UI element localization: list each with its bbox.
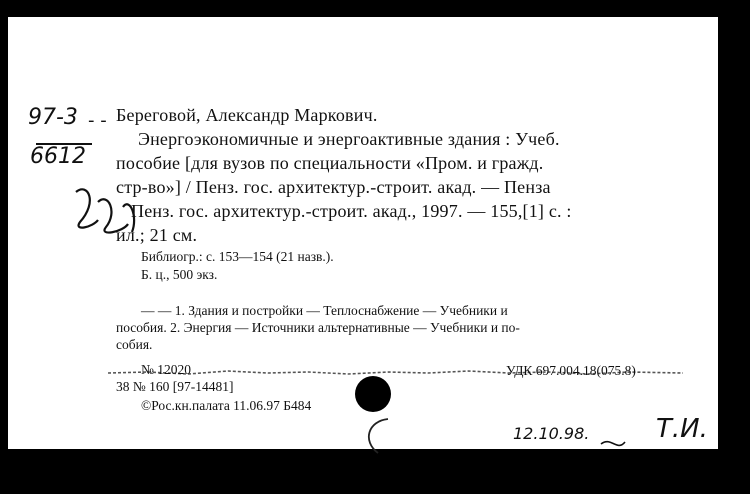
title-line-5: ил.; 21 см. — [116, 225, 198, 245]
catalog-card — [8, 17, 718, 449]
handwritten-initials: Т.И. — [656, 414, 708, 444]
udc-code: УДК 697.004.18(075.8) — [506, 363, 636, 378]
punch-hole — [355, 376, 391, 412]
series-line: 38 № 160 [97-14481] — [116, 379, 234, 394]
subject-line-1: — — 1. Здания и постройки — Теплоснабжение — Учебники и — [141, 303, 508, 318]
record-number: № 12020 — [141, 362, 192, 377]
subject-line-3: собия. — [116, 337, 153, 352]
book-chamber-line: ©Рос.кн.палата 11.06.97 Б484 — [141, 398, 312, 413]
handwritten-date: 12.10.98. — [513, 424, 590, 443]
title-line-2: пособие [для вузов по специальности «Пром. и гражд. — [116, 153, 544, 173]
subject-line-2: пособия. 2. Энергия — Источники альтернативные — Учебники и по- — [116, 320, 520, 335]
author-heading: Береговой, Александр Маркович. — [116, 105, 378, 125]
handwritten-code-bottom: 6612 — [30, 144, 86, 169]
bibliography-note: Библиогр.: с. 153—154 (21 назв.). — [141, 249, 334, 264]
scan-arc-mark — [358, 415, 398, 455]
handwritten-dashes: - - — [88, 110, 107, 131]
title-line-4: Пенз. гос. архитектур.-строит. акад., 1997. — 155,[1] с. : — [131, 201, 572, 221]
title-line-3: стр-во»] / Пенз. гос. архитектур.-строит. акад. — Пенза — [116, 177, 551, 197]
title-line-1: Энергоэкономичные и энергоактивные здания : Учеб. — [138, 129, 560, 149]
circulation-note: Б. ц., 500 экз. — [141, 267, 218, 282]
handwritten-code-top: 97-3 — [28, 105, 78, 130]
